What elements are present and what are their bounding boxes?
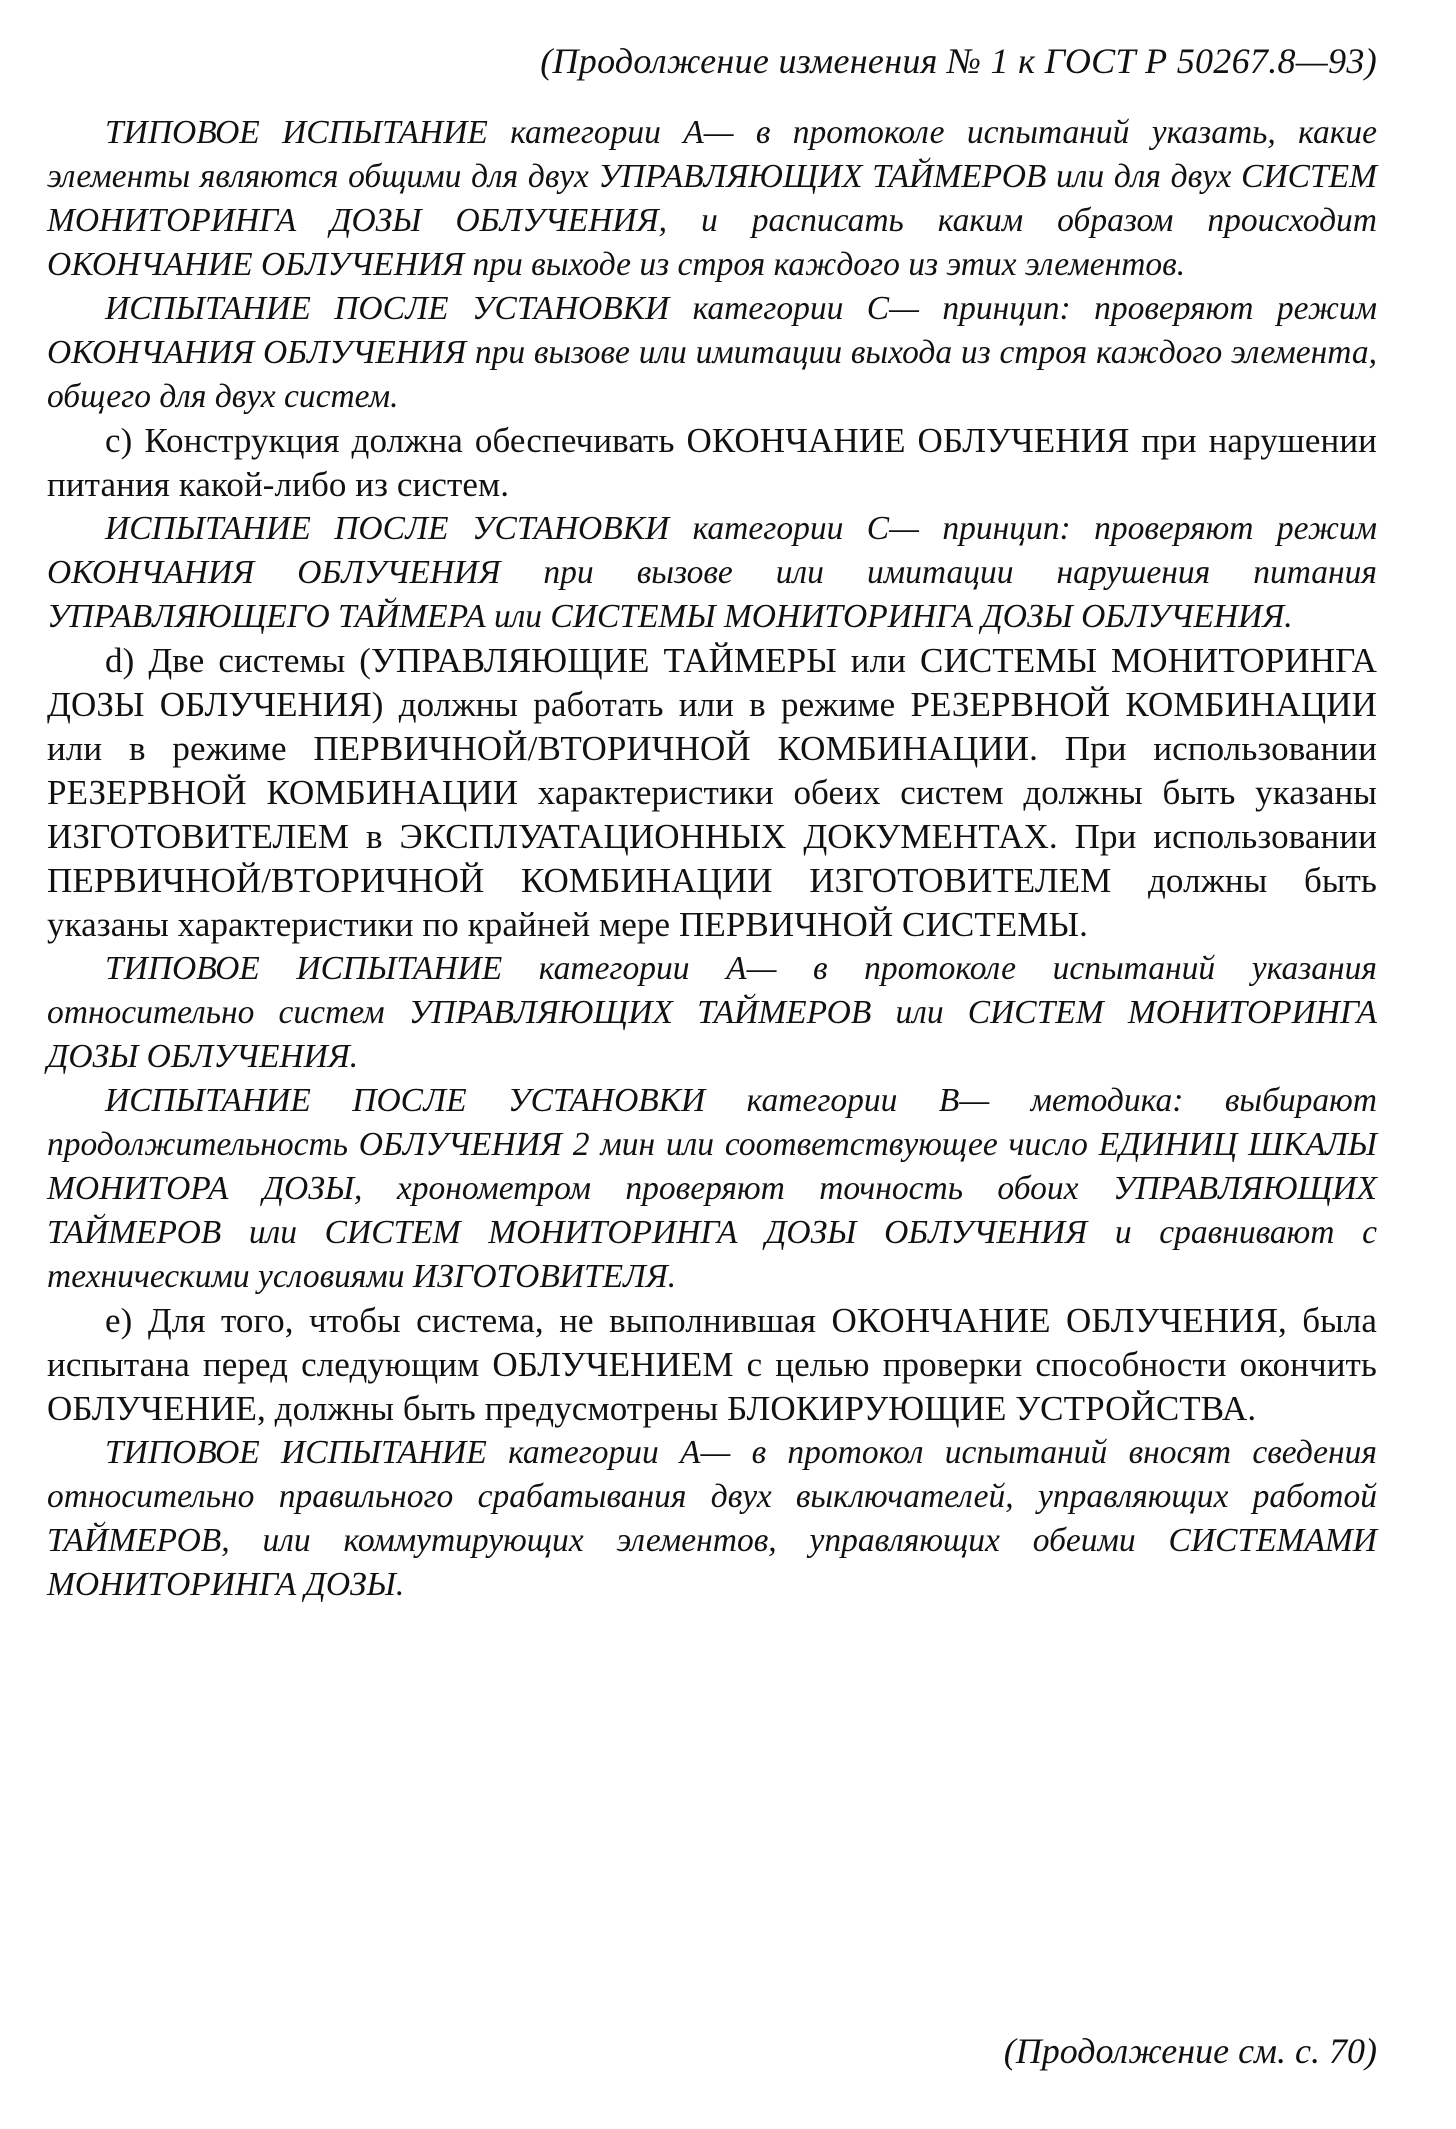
document-page — [47, 40, 1377, 2100]
page-footer: (Продолжение см. с. 70) — [1003, 2031, 1377, 2071]
paragraph-type-test-systems-description: ТИПОВОЕ ИСПЫТАНИЕ категории А— в протоколе испытаний указания относительно систем УПРАВЛЯЮЩИХ ТАЙМЕРОВ или СИСТЕМ МОНИТОРИНГА ДОЗЫ ОБЛУЧЕНИЯ. — [47, 950, 1377, 1076]
paragraph-item-e: е) Для того, чтобы система, не выполнившая ОКОНЧАНИЕ ОБЛУЧЕНИЯ, была испытана перед следующим ОБЛУЧЕНИЕМ с целью проверки способности окончить ОБЛУЧЕНИЕ, должны быть предусмотрены БЛОКИРУЮЩИЕ УСТРОЙСТВА. — [47, 1301, 1377, 1429]
paragraph-type-test-common-elements: ТИПОВОЕ ИСПЫТАНИЕ категории А— в протоколе испытаний указать, какие элементы являются общими для двух УПРАВЛЯЮЩИХ ТАЙМЕРОВ или для двух СИСТЕМ МОНИТОРИНГА ДОЗЫ ОБЛУЧЕНИЯ, и расписать каким образом происходит ОКОНЧАНИЕ ОБЛУЧЕНИЯ при выходе из строя каждого из этих элементов. — [47, 114, 1377, 284]
paragraph-post-install-test-common-element-failure: ИСПЫТАНИЕ ПОСЛЕ УСТАНОВКИ категории С— принцип: проверяют режим ОКОНЧАНИЯ ОБЛУЧЕНИЯ при вызове или имитации выхода из строя каждого элемента, общего для двух систем. — [47, 290, 1377, 416]
paragraph-post-install-test-power-failure: ИСПЫТАНИЕ ПОСЛЕ УСТАНОВКИ категории С— принцип: проверяют режим ОКОНЧАНИЯ ОБЛУЧЕНИЯ при вызове или имитации нарушения питания УПРАВЛЯЮЩЕГО ТАЙМЕРА или СИСТЕМЫ МОНИТОРИНГА ДОЗЫ ОБЛУЧЕНИЯ. — [47, 510, 1377, 636]
paragraph-item-d: d) Две системы (УПРАВЛЯЮЩИЕ ТАЙМЕРЫ или СИСТЕМЫ МОНИТОРИНГА ДОЗЫ ОБЛУЧЕНИЯ) должны работать или в режиме РЕЗЕРВНОЙ КОМБИНАЦИИ или в режиме ПЕРВИЧНОЙ/ВТОРИЧНОЙ КОМБИНАЦИИ. При использовании РЕЗЕРВНОЙ КОМБИНАЦИИ характеристики обеих систем должны быть указаны ИЗГОТОВИТЕЛЕМ в ЭКСПЛУАТАЦИОННЫХ ДОКУМЕНТАХ. При использовании ПЕРВИЧНОЙ/ВТОРИЧНОЙ КОМБИНАЦИИ ИЗГОТОВИТЕЛЕМ должны быть указаны характеристики по крайней мере ПЕРВИЧНОЙ СИСТЕМЫ. — [47, 641, 1377, 945]
paragraph-item-c: с) Конструкция должна обеспечивать ОКОНЧАНИЕ ОБЛУЧЕНИЯ при нарушении питания какой-либо из систем. — [47, 421, 1377, 505]
page-header: (Продолжение изменения № 1 к ГОСТ Р 50267.8—93) — [540, 41, 1377, 81]
paragraph-post-install-test-method-b: ИСПЫТАНИЕ ПОСЛЕ УСТАНОВКИ категории В— методика: выбирают продолжительность ОБЛУЧЕНИЯ 2 мин или соответствующее число ЕДИНИЦ ШКАЛЫ МОНИТОРА ДОЗЫ, хронометром проверяют точность обоих УПРАВЛЯЮЩИХ ТАЙМЕРОВ или СИСТЕМ МОНИТОРИНГА ДОЗЫ ОБЛУЧЕНИЯ и сравнивают с техническими условиями ИЗГОТОВИТЕЛЯ. — [47, 1082, 1377, 1296]
document-body — [47, 111, 1377, 1607]
paragraph-type-test-switches: ТИПОВОЕ ИСПЫТАНИЕ категории А— в протокол испытаний вносят сведения относительно правильного срабатывания двух выключателей, управляющих работой ТАЙМЕРОВ, или коммутирующих элементов, управляющих обеими СИСТЕМАМИ МОНИТОРИНГА ДОЗЫ. — [47, 1434, 1377, 1604]
